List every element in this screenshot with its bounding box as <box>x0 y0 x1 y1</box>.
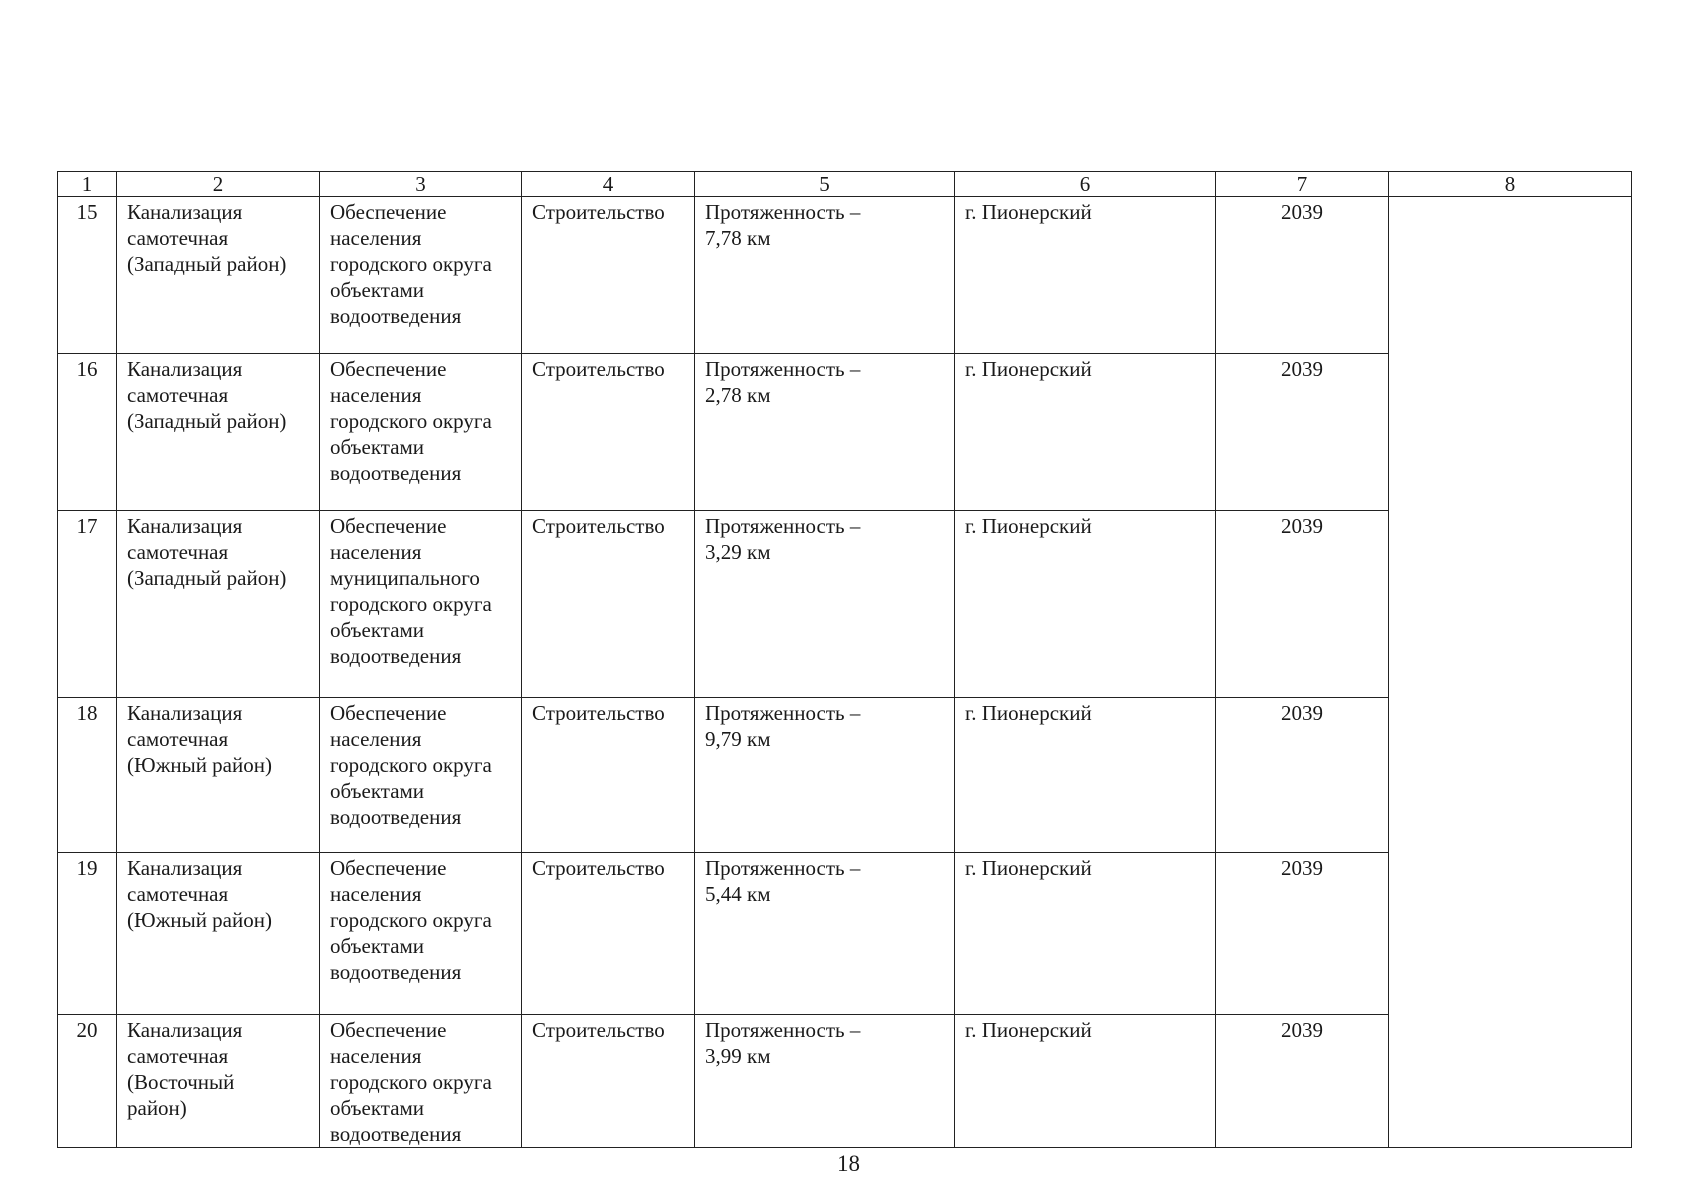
column-header-7: 7 <box>1216 172 1389 197</box>
column-8-empty-cell <box>1389 197 1632 1148</box>
characteristics-cell: Протяженность – 5,44 км <box>695 853 955 1015</box>
year-cell: 2039 <box>1216 698 1389 853</box>
location-cell: г. Пионерский <box>955 853 1216 1015</box>
year-cell: 2039 <box>1216 853 1389 1015</box>
location-cell: г. Пионерский <box>955 511 1216 698</box>
activity-type-cell: Строительство <box>522 698 695 853</box>
table-row <box>58 197 1632 354</box>
object-purpose-cell: Обеспечение населения городского округа объектами водоотведения <box>320 1015 522 1148</box>
object-name-cell: Канализация самотечная (Западный район) <box>117 354 320 511</box>
object-purpose-cell: Обеспечение населения городского округа объектами водоотведения <box>320 853 522 1015</box>
location-cell: г. Пионерский <box>955 197 1216 354</box>
activity-type-cell: Строительство <box>522 853 695 1015</box>
characteristics-cell: Протяженность – 2,78 км <box>695 354 955 511</box>
object-purpose-cell: Обеспечение населения городского округа объектами водоотведения <box>320 354 522 511</box>
row-number-cell: 20 <box>58 1015 117 1148</box>
page-number: 18 <box>837 1151 860 1176</box>
year-cell: 2039 <box>1216 354 1389 511</box>
column-header-3: 3 <box>320 172 522 197</box>
year-cell: 2039 <box>1216 1015 1389 1148</box>
object-name-cell: Канализация самотечная (Южный район) <box>117 698 320 853</box>
object-name-cell: Канализация самотечная (Западный район) <box>117 197 320 354</box>
column-header-1: 1 <box>58 172 117 197</box>
column-header-8: 8 <box>1389 172 1632 197</box>
object-purpose-cell: Обеспечение населения городского округа объектами водоотведения <box>320 197 522 354</box>
location-cell: г. Пионерский <box>955 1015 1216 1148</box>
column-header-6: 6 <box>955 172 1216 197</box>
object-name-cell: Канализация самотечная (Восточный район) <box>117 1015 320 1148</box>
column-header-4: 4 <box>522 172 695 197</box>
row-number-cell: 18 <box>58 698 117 853</box>
column-header-5: 5 <box>695 172 955 197</box>
object-purpose-cell: Обеспечение населения муниципального городского округа объектами водоотведения <box>320 511 522 698</box>
activity-type-cell: Строительство <box>522 354 695 511</box>
characteristics-cell: Протяженность – 7,78 км <box>695 197 955 354</box>
row-number-cell: 15 <box>58 197 117 354</box>
activity-type-cell: Строительство <box>522 1015 695 1148</box>
row-number-cell: 19 <box>58 853 117 1015</box>
column-header-2: 2 <box>117 172 320 197</box>
object-purpose-cell: Обеспечение населения городского округа объектами водоотведения <box>320 698 522 853</box>
location-cell: г. Пионерский <box>955 698 1216 853</box>
characteristics-cell: Протяженность – 9,79 км <box>695 698 955 853</box>
characteristics-cell: Протяженность – 3,99 км <box>695 1015 955 1148</box>
year-cell: 2039 <box>1216 511 1389 698</box>
activity-type-cell: Строительство <box>522 197 695 354</box>
row-number-cell: 16 <box>58 354 117 511</box>
object-name-cell: Канализация самотечная (Западный район) <box>117 511 320 698</box>
column-number-header-row <box>58 172 1632 197</box>
activity-type-cell: Строительство <box>522 511 695 698</box>
characteristics-cell: Протяженность – 3,29 км <box>695 511 955 698</box>
planned-objects-table <box>57 171 1632 1148</box>
object-name-cell: Канализация самотечная (Южный район) <box>117 853 320 1015</box>
row-number-cell: 17 <box>58 511 117 698</box>
year-cell: 2039 <box>1216 197 1389 354</box>
location-cell: г. Пионерский <box>955 354 1216 511</box>
